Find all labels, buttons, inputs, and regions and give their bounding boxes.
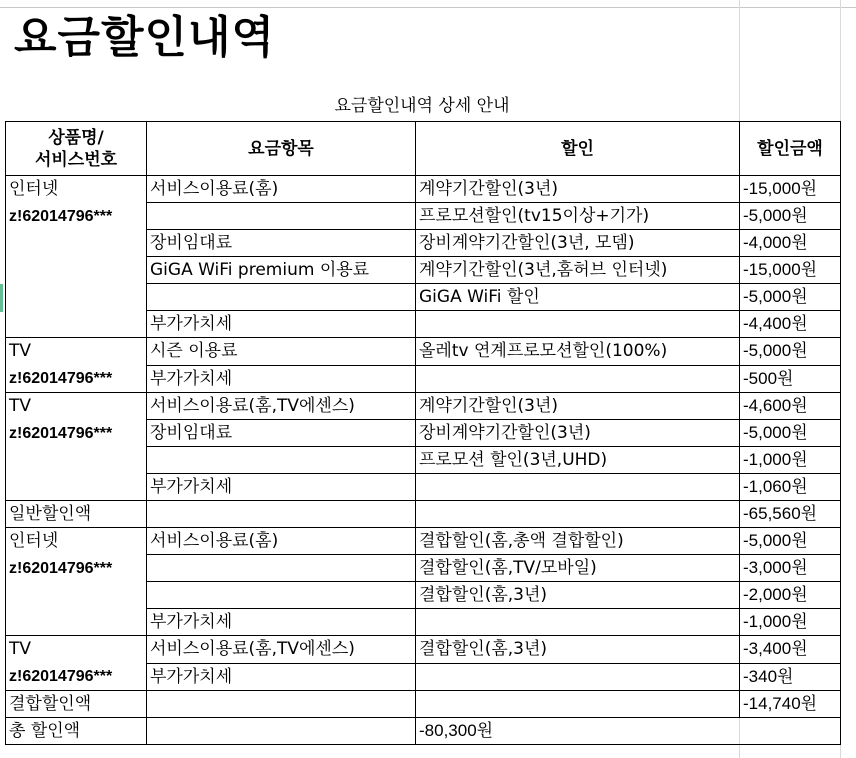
- subtotal-label: 결합할인액: [6, 691, 147, 718]
- discount-name-cell: 장비계약기간할인(3년, 모뎀): [416, 230, 740, 257]
- fee-item-cell: 부가가치세: [147, 474, 416, 501]
- discount-amount-cell: [740, 609, 841, 636]
- amount-value: -1,000: [743, 450, 792, 469]
- total-row: [6, 718, 841, 745]
- product-name: 인터넷: [9, 531, 59, 551]
- total-amount-cell: [416, 718, 841, 745]
- currency-suffix: 원: [791, 233, 808, 253]
- discount-amount-cell: [740, 474, 841, 501]
- fee-item-cell: 서비스이용료(홈,TV에센스): [147, 636, 416, 664]
- fee-item-cell: [147, 284, 416, 311]
- service-number: z!62014796***: [9, 425, 113, 442]
- total-label: 총 할인액: [6, 718, 147, 745]
- amount-value: -4,600: [743, 396, 792, 415]
- service-number: z!62014796***: [9, 208, 113, 225]
- fee-item-cell: 장비임대료: [147, 230, 416, 257]
- header-discount: 할인: [416, 122, 740, 176]
- amount-value: -4,000: [743, 233, 792, 252]
- header-amount: 할인금액: [740, 122, 841, 176]
- discount-name-cell: 계약기간할인(3년,홈허브 인터넷): [416, 257, 740, 284]
- discount-amount-cell: [740, 284, 841, 311]
- subtotal-label: 일반할인액: [6, 501, 147, 528]
- discount-name-cell: 프로모션할인(tv15이상+기가): [416, 203, 740, 230]
- table-subtitle: 요금할인내역 상세 안내: [334, 96, 510, 116]
- table-row: [6, 636, 841, 664]
- product-cell: [6, 338, 147, 393]
- currency-suffix: 원: [800, 694, 818, 714]
- table-row: [6, 528, 841, 555]
- fee-item-cell: 장비임대료: [147, 420, 416, 447]
- fee-item-cell: 서비스이용료(홈): [147, 176, 416, 203]
- table-row: [6, 393, 841, 420]
- currency-suffix: 원: [800, 260, 818, 280]
- amount-value: -65,560: [743, 504, 801, 523]
- table-body: [6, 176, 841, 745]
- header-product: [6, 122, 147, 176]
- amount-value: -14,740: [743, 694, 801, 713]
- product-name: TV: [9, 341, 32, 361]
- amount-value: -3,400: [743, 639, 792, 659]
- fee-item-cell: 시즌 이용료: [147, 338, 416, 366]
- subtotal-row: [6, 691, 841, 718]
- discount-amount-cell: [740, 447, 841, 474]
- discount-amount-cell: [740, 393, 841, 420]
- discount-name-cell: 결합할인(홈,TV/모바일): [416, 555, 740, 582]
- header-item: 요금항목: [147, 122, 416, 176]
- currency-suffix: 원: [791, 341, 808, 362]
- currency-suffix: 원: [791, 585, 808, 605]
- currency-suffix: 원: [791, 287, 808, 307]
- page-title: 요금할인내역: [14, 12, 276, 63]
- column-header-strip: [0, 0, 856, 8]
- amount-value: -5,000: [743, 206, 792, 225]
- currency-suffix: 원: [791, 423, 808, 443]
- fee-item-cell: 부가가치세: [147, 365, 416, 393]
- discount-name-cell: [416, 474, 740, 501]
- currency-suffix: 원: [791, 206, 808, 226]
- table-row: [6, 176, 841, 203]
- amount-value: -15,000: [743, 260, 801, 279]
- table-header-row: [6, 122, 841, 176]
- amount-value: -3,000: [743, 558, 792, 577]
- amount-value: -1,060: [743, 477, 792, 496]
- empty-cell: [147, 718, 416, 745]
- fee-item-cell: 서비스이용료(홈): [147, 528, 416, 555]
- amount-value: -5,000: [743, 423, 792, 442]
- fee-item-cell: 서비스이용료(홈,TV에센스): [147, 393, 416, 420]
- discount-name-cell: 프로모션 할인(3년,UHD): [416, 447, 740, 474]
- empty-cell: [147, 691, 416, 718]
- amount-value: -80,300: [419, 721, 477, 740]
- currency-suffix: 원: [791, 558, 808, 578]
- discount-amount-cell: [740, 420, 841, 447]
- discount-amount-cell: [740, 663, 841, 691]
- service-number: z!62014796***: [9, 560, 113, 577]
- fee-item-cell: 부가가치세: [147, 311, 416, 338]
- discount-amount-cell: [740, 365, 841, 393]
- amount-value: -340: [743, 666, 778, 686]
- table-row: [6, 338, 841, 366]
- currency-suffix: 원: [800, 504, 818, 524]
- discount-name-cell: [416, 609, 740, 636]
- fee-item-cell: 부가가치세: [147, 663, 416, 691]
- currency-suffix: 원: [791, 612, 808, 632]
- service-number: z!62014796***: [9, 370, 113, 387]
- amount-value: -2,000: [743, 585, 792, 604]
- currency-suffix: 원: [777, 368, 794, 389]
- product-cell: [6, 393, 147, 501]
- product-name: TV: [9, 639, 32, 659]
- discount-name-cell: 결합할인(홈,3년): [416, 582, 740, 609]
- fee-item-cell: GiGA WiFi premium 이용료: [147, 257, 416, 284]
- service-number: z!62014796***: [9, 668, 113, 685]
- amount-value: -5,000: [743, 341, 792, 361]
- discount-amount-cell: [740, 501, 841, 528]
- currency-suffix: 원: [791, 477, 808, 497]
- fee-item-cell: [147, 555, 416, 582]
- amount-value: -15,000: [743, 179, 801, 198]
- row-selection-marker: [0, 284, 3, 312]
- currency-suffix: 원: [476, 721, 494, 741]
- discount-name-cell: 계약기간할인(3년): [416, 393, 740, 420]
- currency-suffix: 원: [791, 531, 808, 551]
- empty-cell: [147, 501, 416, 528]
- currency-suffix: 원: [800, 179, 818, 199]
- discount-amount-cell: [740, 582, 841, 609]
- fee-item-cell: [147, 203, 416, 230]
- empty-cell: [416, 501, 740, 528]
- discount-name-cell: GiGA WiFi 할인: [416, 284, 740, 311]
- fee-item-cell: 부가가치세: [147, 609, 416, 636]
- amount-value: -5,000: [743, 531, 792, 550]
- currency-suffix: 원: [777, 666, 794, 687]
- currency-suffix: 원: [791, 450, 808, 470]
- discount-amount-cell: [740, 203, 841, 230]
- discount-amount-cell: [740, 636, 841, 664]
- product-cell: [6, 636, 147, 691]
- product-name: TV: [9, 396, 32, 416]
- currency-suffix: 원: [791, 314, 808, 334]
- discount-amount-cell: [740, 311, 841, 338]
- empty-cell: [416, 691, 740, 718]
- discount-amount-cell: [740, 528, 841, 555]
- amount-value: -4,400: [743, 314, 792, 333]
- discount-name-cell: [416, 663, 740, 691]
- product-name: 인터넷: [9, 179, 59, 199]
- discount-table: [5, 121, 841, 745]
- discount-name-cell: 결합할인(홈,3년): [416, 636, 740, 664]
- currency-suffix: 원: [791, 639, 808, 660]
- discount-name-cell: 결합할인(홈,총액 결합할인): [416, 528, 740, 555]
- discount-name-cell: 계약기간할인(3년): [416, 176, 740, 203]
- amount-value: -1,000: [743, 612, 792, 631]
- discount-amount-cell: [740, 230, 841, 257]
- amount-value: -5,000: [743, 287, 792, 306]
- amount-value: -500: [743, 368, 778, 388]
- header-product-line2: 서비스번호: [34, 149, 118, 170]
- fee-item-cell: [147, 447, 416, 474]
- header-product-line1: 상품명/: [48, 127, 104, 148]
- discount-name-cell: [416, 311, 740, 338]
- product-cell: [6, 528, 147, 636]
- product-cell: [6, 176, 147, 338]
- discount-name-cell: 장비계약기간할인(3년): [416, 420, 740, 447]
- discount-amount-cell: [740, 257, 841, 284]
- discount-name-cell: [416, 365, 740, 393]
- discount-name-cell: 올레tv 연계프로모션할인(100%): [416, 338, 740, 366]
- discount-amount-cell: [740, 176, 841, 203]
- discount-amount-cell: [740, 338, 841, 366]
- discount-amount-cell: [740, 691, 841, 718]
- fee-item-cell: [147, 582, 416, 609]
- currency-suffix: 원: [791, 396, 808, 416]
- discount-amount-cell: [740, 555, 841, 582]
- subtotal-row: [6, 501, 841, 528]
